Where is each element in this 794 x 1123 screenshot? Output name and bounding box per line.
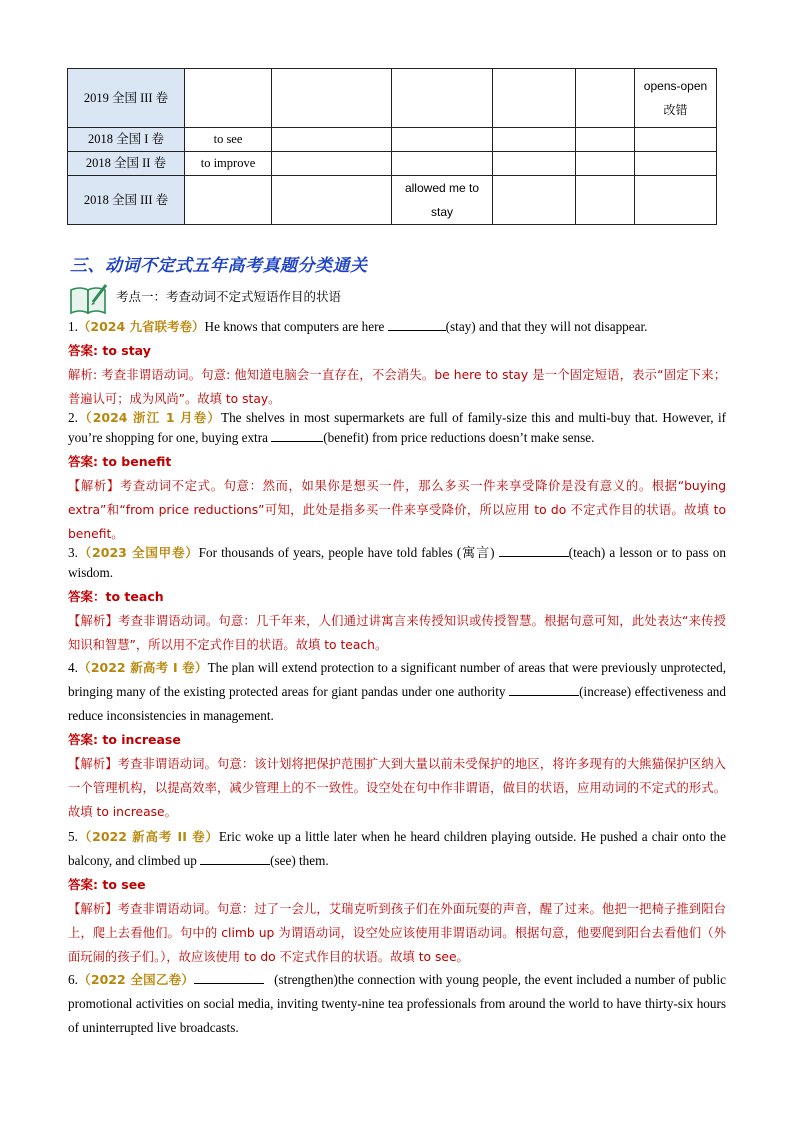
answer-blank[interactable] xyxy=(499,543,569,557)
question-2 xyxy=(68,408,726,546)
table-cell xyxy=(635,152,717,176)
table-cell xyxy=(493,128,576,152)
answer-text: to teach xyxy=(105,589,164,604)
answer-blank[interactable] xyxy=(194,970,264,984)
table-row xyxy=(68,152,717,176)
question-hint: (increase) effectiveness and reduce inconsistencies in management. xyxy=(68,684,726,723)
table-row xyxy=(68,176,717,225)
question-source: （2022 新高考 I 卷） xyxy=(77,660,208,675)
table-cell-year: 2018 全国 III 卷 xyxy=(68,176,185,225)
question-source: （2024 九省联考卷） xyxy=(77,319,205,334)
table-cell xyxy=(392,152,493,176)
question-6 xyxy=(68,968,726,1040)
table-cell xyxy=(493,152,576,176)
notebook-pen-icon xyxy=(68,282,110,316)
table-cell xyxy=(272,176,392,225)
question-text: For thousands of years, people have told fables (寓言) xyxy=(198,545,499,560)
table-cell xyxy=(576,176,635,225)
table-row xyxy=(68,128,717,152)
question-hint: (stay) and that they will not disappear. xyxy=(445,319,648,334)
question-number: 4. xyxy=(68,660,78,675)
table-cell xyxy=(576,152,635,176)
table-cell xyxy=(493,176,576,225)
answer-text: to benefit xyxy=(98,454,172,469)
question-number: 5. xyxy=(68,829,78,844)
answer-label: 答案: xyxy=(68,343,98,358)
table-cell xyxy=(272,152,392,176)
explanation: 【解析】考查动词不定式。句意：然而，如果你是想买一件，那么多买一件来享受降价是没有意义的。根据“buying extra”和“from price reductions”可知，此处是指多买一件来享受降价，所以应用 to do 不定式作目的状语。故填 to benefit。 xyxy=(68,479,726,541)
section-title: 三、动词不定式五年高考真题分类通关 xyxy=(70,256,368,276)
question-hint: (see) them. xyxy=(270,853,329,868)
table-cell: to see xyxy=(185,128,272,152)
question-3 xyxy=(68,543,726,657)
question-source: （2022 全国乙卷） xyxy=(77,972,195,987)
explanation: 【解析】考查非谓语动词。句意：该计划将把保护范围扩大到大量以前未受保护的地区，将许多现有的大熊猫保护区纳入一个管理机构，以提高效率，减少管理上的不一致性。设空处在句中作非谓语，做目的状语，应用动词的不定式的形式。故填 to increase。 xyxy=(68,757,726,819)
question-text: The plan will extend protection to a significant number of areas that were previously unprotected, bringing many of the existing protected areas for giant pandas under one authority xyxy=(68,660,726,699)
table-cell-year: 2018 全国 II 卷 xyxy=(68,152,185,176)
table-cell xyxy=(272,128,392,152)
question-text: The shelves in most supermarkets are full of family-size this and multi-buy that. However, if you’re shopping for one, buying extra xyxy=(68,410,727,445)
question-text: Eric woke up a little later when he heard children playing outside. He pushed a chair onto the balcony, and climbed up xyxy=(68,829,727,868)
question-hint: (strengthen)the connection with young people, the event included a number of public promotional activities on social media, inviting twenty-nine tea professionals from around the world to have thirty-six hours of uninterrupted live broadcasts. xyxy=(68,972,726,1035)
explanation: 【解析】考查非谓语动词。句意：几千年来，人们通过讲寓言来传授知识或传授智慧。根据句意可知，此处表达“来传授知识和智慧”，所以用不定式作目的状语。故填 to teach。 xyxy=(68,614,726,652)
answer-label: 答案: xyxy=(68,732,98,747)
question-source: （2022 新高考 II 卷） xyxy=(77,829,219,844)
table-cell xyxy=(392,128,493,152)
explanation: 解析: 考查非谓语动词。句意: 他知道电脑会一直存在，不会消失。be here to stay 是一个固定短语，表示“固定下来；普遍认可；成为风尚”。故填 to stay。 xyxy=(68,368,726,406)
table-cell: opens-open 改错 xyxy=(635,69,717,128)
table-cell xyxy=(392,69,493,128)
table-cell xyxy=(272,69,392,128)
question-4 xyxy=(68,656,726,824)
table-cell xyxy=(493,69,576,128)
table-cell xyxy=(185,176,272,225)
question-5 xyxy=(68,825,726,969)
table-cell: allowed me to stay xyxy=(392,176,493,225)
table-cell xyxy=(576,69,635,128)
question-number: 2. xyxy=(68,410,78,425)
table-row xyxy=(68,69,717,128)
answer-blank[interactable] xyxy=(271,428,323,442)
question-1 xyxy=(68,315,726,411)
question-hint: (benefit) from price reductions doesn’t make sense. xyxy=(323,430,595,445)
table-cell xyxy=(635,176,717,225)
answer-text: to see xyxy=(98,877,146,892)
exam-answer-table xyxy=(67,68,717,225)
answer-label: 答案: xyxy=(68,454,98,469)
answer-label: 答案: xyxy=(68,877,98,892)
question-hint: (teach) a lesson or to pass on wisdom. xyxy=(68,545,726,580)
table-cell xyxy=(185,69,272,128)
key-point-header xyxy=(68,282,341,316)
answer-blank[interactable] xyxy=(509,682,579,696)
answer-text: to increase xyxy=(98,732,181,747)
table-cell: to improve xyxy=(185,152,272,176)
question-source: （2024 浙江 1 月卷） xyxy=(77,410,222,425)
answer-blank[interactable] xyxy=(388,317,446,331)
table-cell-year: 2019 全国 III 卷 xyxy=(68,69,185,128)
table-cell xyxy=(576,128,635,152)
table-cell xyxy=(635,128,717,152)
question-text: He knows that computers are here xyxy=(204,319,388,334)
question-source: （2023 全国甲卷） xyxy=(77,545,199,560)
table-cell-year: 2018 全国 I 卷 xyxy=(68,128,185,152)
key-point-label: 考点一：考查动词不定式短语作目的状语 xyxy=(116,289,342,304)
answer-label: 答案： xyxy=(68,589,106,604)
question-number: 6. xyxy=(68,972,78,987)
explanation: 【解析】考查非谓语动词。句意：过了一会儿，艾瑞克听到孩子们在外面玩耍的声音，醒了过来。他把一把椅子推到阳台上，爬上去看他们。句中的 climb up 为谓语动词，设空处应该使用非谓语动词。根据句意，他要爬到阳台去看他们（外面玩闹的孩子们。），故应该使用 to do 不定式作目的状语。故填 to see。 xyxy=(68,902,726,964)
answer-text: to stay xyxy=(98,343,151,358)
question-number: 1. xyxy=(68,319,78,334)
answer-blank[interactable] xyxy=(200,851,270,865)
question-number: 3. xyxy=(68,545,78,560)
